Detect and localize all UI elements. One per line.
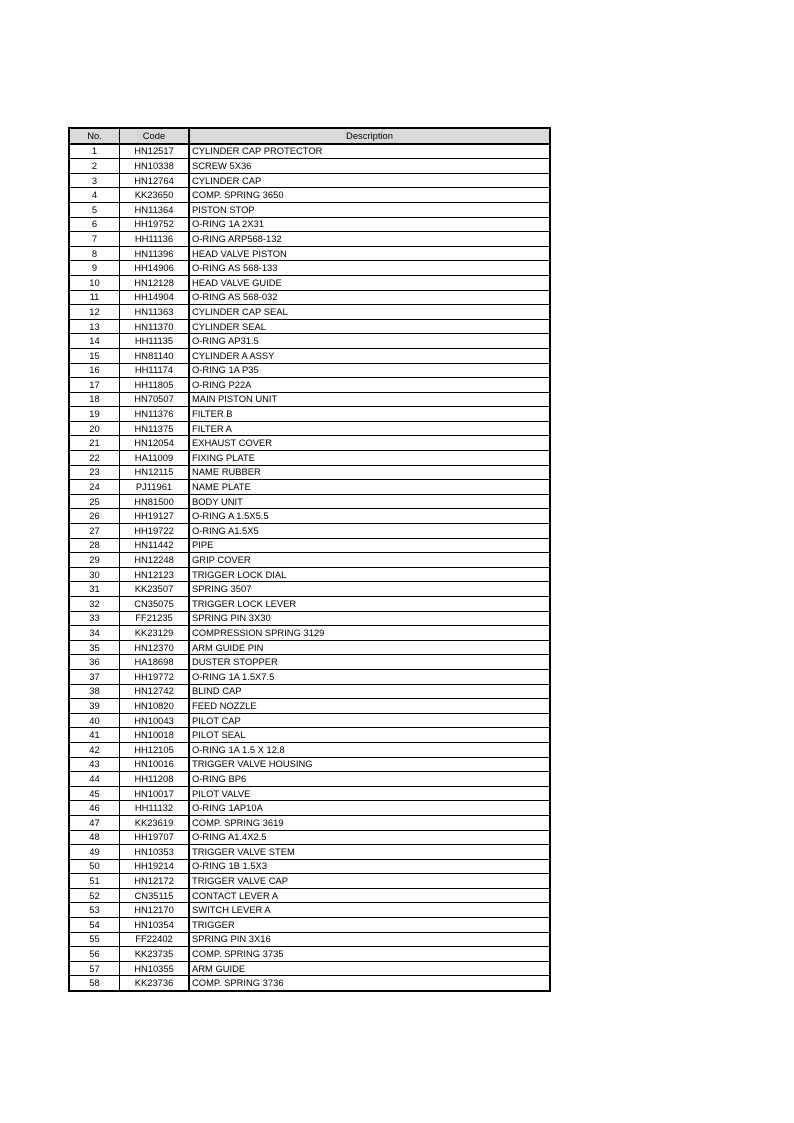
part-number-cell: 25 <box>69 494 120 509</box>
part-code-cell: HN10338 <box>120 159 190 174</box>
part-description-cell: O-RING BP6 <box>189 772 550 787</box>
part-description-cell: TRIGGER VALVE CAP <box>189 874 550 889</box>
part-code-cell: HN10355 <box>120 961 190 976</box>
part-number-cell: 5 <box>69 202 120 217</box>
table-row <box>69 742 550 757</box>
part-description-cell: O-RING 1A P35 <box>189 363 550 378</box>
table-row <box>69 173 550 188</box>
part-description-cell: COMP. SPRING 3650 <box>189 188 550 203</box>
part-description-cell: CYLINDER SEAL <box>189 319 550 334</box>
part-number-cell: 34 <box>69 626 120 641</box>
table-row <box>69 772 550 787</box>
table-row <box>69 509 550 524</box>
part-number-cell: 10 <box>69 275 120 290</box>
table-row <box>69 538 550 553</box>
part-number-cell: 12 <box>69 305 120 320</box>
part-number-cell: 28 <box>69 538 120 553</box>
table-row <box>69 159 550 174</box>
table-row <box>69 859 550 874</box>
part-description-cell: TRIGGER VALVE HOUSING <box>189 757 550 772</box>
part-description-cell: ARM GUIDE <box>189 961 550 976</box>
part-number-cell: 45 <box>69 786 120 801</box>
part-code-cell: HN12172 <box>120 874 190 889</box>
part-description-cell: O-RING A1.5X5 <box>189 524 550 539</box>
part-number-cell: 13 <box>69 319 120 334</box>
part-description-cell: O-RING A1.4X2.5 <box>189 830 550 845</box>
part-number-cell: 14 <box>69 334 120 349</box>
part-code-cell: HH12105 <box>120 742 190 757</box>
part-description-cell: COMP. SPRING 3619 <box>189 815 550 830</box>
part-number-cell: 37 <box>69 669 120 684</box>
header-no: No. <box>69 128 120 144</box>
part-code-cell: HH19127 <box>120 509 190 524</box>
part-description-cell: O-RING A 1.5X5.5 <box>189 509 550 524</box>
part-description-cell: CYLINDER CAP PROTECTOR <box>189 144 550 159</box>
part-description-cell: TRIGGER LOCK LEVER <box>189 597 550 612</box>
table-row <box>69 202 550 217</box>
part-number-cell: 31 <box>69 582 120 597</box>
table-row <box>69 319 550 334</box>
part-number-cell: 18 <box>69 392 120 407</box>
part-description-cell: EXHAUST COVER <box>189 436 550 451</box>
part-code-cell: HN12054 <box>120 436 190 451</box>
table-row <box>69 407 550 422</box>
part-description-cell: PILOT CAP <box>189 713 550 728</box>
part-code-cell: HN12370 <box>120 640 190 655</box>
part-number-cell: 32 <box>69 597 120 612</box>
part-code-cell: HH11132 <box>120 801 190 816</box>
part-number-cell: 47 <box>69 815 120 830</box>
part-description-cell: CYLINDER CAP SEAL <box>189 305 550 320</box>
part-code-cell: HN12128 <box>120 275 190 290</box>
header-code: Code <box>120 128 190 144</box>
table-row <box>69 874 550 889</box>
part-code-cell: KK23507 <box>120 582 190 597</box>
part-number-cell: 58 <box>69 976 120 991</box>
part-code-cell: HN11396 <box>120 246 190 261</box>
part-number-cell: 20 <box>69 421 120 436</box>
part-description-cell: TRIGGER <box>189 918 550 933</box>
part-description-cell: SPRING 3507 <box>189 582 550 597</box>
part-description-cell: O-RING 1A 1.5X7.5 <box>189 669 550 684</box>
table-row <box>69 699 550 714</box>
table-row <box>69 246 550 261</box>
part-code-cell: HN12170 <box>120 903 190 918</box>
part-code-cell: HN11442 <box>120 538 190 553</box>
part-code-cell: HN10354 <box>120 918 190 933</box>
parts-table <box>68 127 551 992</box>
part-description-cell: NAME RUBBER <box>189 465 550 480</box>
part-number-cell: 6 <box>69 217 120 232</box>
part-number-cell: 21 <box>69 436 120 451</box>
part-code-cell: KK23619 <box>120 815 190 830</box>
table-row <box>69 669 550 684</box>
part-code-cell: HA11009 <box>120 451 190 466</box>
part-code-cell: HH19772 <box>120 669 190 684</box>
part-description-cell: BODY UNIT <box>189 494 550 509</box>
part-description-cell: FIXING PLATE <box>189 451 550 466</box>
part-code-cell: HN11375 <box>120 421 190 436</box>
table-row <box>69 553 550 568</box>
table-row <box>69 918 550 933</box>
part-code-cell: HA18698 <box>120 655 190 670</box>
table-row <box>69 275 550 290</box>
part-description-cell: MAIN PISTON UNIT <box>189 392 550 407</box>
part-number-cell: 56 <box>69 947 120 962</box>
part-number-cell: 49 <box>69 845 120 860</box>
part-code-cell: HN10043 <box>120 713 190 728</box>
part-code-cell: HN10353 <box>120 845 190 860</box>
part-description-cell: SCREW 5X36 <box>189 159 550 174</box>
part-number-cell: 8 <box>69 246 120 261</box>
part-description-cell: PILOT VALVE <box>189 786 550 801</box>
part-description-cell: SPRING PIN 3X30 <box>189 611 550 626</box>
part-number-cell: 17 <box>69 378 120 393</box>
part-code-cell: HH11136 <box>120 232 190 247</box>
part-code-cell: HN11363 <box>120 305 190 320</box>
part-description-cell: NAME PLATE <box>189 480 550 495</box>
part-code-cell: PJ11961 <box>120 480 190 495</box>
part-code-cell: CN35075 <box>120 597 190 612</box>
part-code-cell: HN10017 <box>120 786 190 801</box>
part-number-cell: 35 <box>69 640 120 655</box>
table-row <box>69 786 550 801</box>
table-row <box>69 757 550 772</box>
table-row <box>69 567 550 582</box>
part-number-cell: 52 <box>69 888 120 903</box>
part-code-cell: HH19722 <box>120 524 190 539</box>
part-number-cell: 23 <box>69 465 120 480</box>
part-code-cell: HN12115 <box>120 465 190 480</box>
table-row <box>69 888 550 903</box>
part-number-cell: 3 <box>69 173 120 188</box>
parts-table-body <box>69 144 550 991</box>
part-code-cell: HN12764 <box>120 173 190 188</box>
part-number-cell: 48 <box>69 830 120 845</box>
part-code-cell: HH19707 <box>120 830 190 845</box>
table-row <box>69 480 550 495</box>
part-description-cell: CONTACT LEVER A <box>189 888 550 903</box>
part-description-cell: O-RING P22A <box>189 378 550 393</box>
table-row <box>69 626 550 641</box>
part-code-cell: KK23736 <box>120 976 190 991</box>
part-description-cell: HEAD VALVE PISTON <box>189 246 550 261</box>
part-description-cell: FEED NOZZLE <box>189 699 550 714</box>
part-number-cell: 41 <box>69 728 120 743</box>
part-description-cell: FILTER A <box>189 421 550 436</box>
part-number-cell: 7 <box>69 232 120 247</box>
part-code-cell: KK23129 <box>120 626 190 641</box>
part-description-cell: ARM GUIDE PIN <box>189 640 550 655</box>
part-description-cell: DUSTER STOPPER <box>189 655 550 670</box>
part-code-cell: HN81140 <box>120 348 190 363</box>
part-number-cell: 38 <box>69 684 120 699</box>
table-row <box>69 305 550 320</box>
part-number-cell: 26 <box>69 509 120 524</box>
table-row <box>69 217 550 232</box>
table-row <box>69 845 550 860</box>
part-description-cell: O-RING ARP568-132 <box>189 232 550 247</box>
part-code-cell: HN81500 <box>120 494 190 509</box>
part-description-cell: CYLINDER CAP <box>189 173 550 188</box>
part-number-cell: 16 <box>69 363 120 378</box>
table-row <box>69 436 550 451</box>
table-row <box>69 932 550 947</box>
part-description-cell: SPRING PIN 3X16 <box>189 932 550 947</box>
part-code-cell: HN11376 <box>120 407 190 422</box>
part-number-cell: 57 <box>69 961 120 976</box>
part-description-cell: BLIND CAP <box>189 684 550 699</box>
part-number-cell: 53 <box>69 903 120 918</box>
table-row <box>69 713 550 728</box>
table-row <box>69 976 550 991</box>
part-number-cell: 22 <box>69 451 120 466</box>
table-row <box>69 947 550 962</box>
table-row <box>69 144 550 159</box>
part-description-cell: PILOT SEAL <box>189 728 550 743</box>
part-code-cell: HH11174 <box>120 363 190 378</box>
part-code-cell: HH19752 <box>120 217 190 232</box>
table-row <box>69 582 550 597</box>
part-number-cell: 9 <box>69 261 120 276</box>
part-description-cell: O-RING AS 568-032 <box>189 290 550 305</box>
part-code-cell: HH19214 <box>120 859 190 874</box>
header-row <box>69 128 550 144</box>
part-code-cell: KK23735 <box>120 947 190 962</box>
part-description-cell: CYLINDER A ASSY <box>189 348 550 363</box>
part-number-cell: 46 <box>69 801 120 816</box>
table-row <box>69 232 550 247</box>
part-number-cell: 19 <box>69 407 120 422</box>
part-description-cell: TRIGGER LOCK DIAL <box>189 567 550 582</box>
part-number-cell: 44 <box>69 772 120 787</box>
table-row <box>69 961 550 976</box>
table-row <box>69 655 550 670</box>
part-description-cell: O-RING 1B 1.5X3 <box>189 859 550 874</box>
part-number-cell: 39 <box>69 699 120 714</box>
part-number-cell: 51 <box>69 874 120 889</box>
table-row <box>69 290 550 305</box>
part-number-cell: 29 <box>69 553 120 568</box>
part-number-cell: 15 <box>69 348 120 363</box>
part-number-cell: 42 <box>69 742 120 757</box>
table-row <box>69 801 550 816</box>
table-row <box>69 640 550 655</box>
part-code-cell: HN11370 <box>120 319 190 334</box>
part-number-cell: 43 <box>69 757 120 772</box>
table-row <box>69 524 550 539</box>
part-number-cell: 30 <box>69 567 120 582</box>
header-description: Description <box>189 128 550 144</box>
part-code-cell: CN35115 <box>120 888 190 903</box>
part-description-cell: O-RING AP31.5 <box>189 334 550 349</box>
part-number-cell: 50 <box>69 859 120 874</box>
part-number-cell: 11 <box>69 290 120 305</box>
table-row <box>69 363 550 378</box>
part-code-cell: HH14906 <box>120 261 190 276</box>
part-description-cell: COMP. SPRING 3736 <box>189 976 550 991</box>
part-description-cell: COMPRESSION SPRING 3129 <box>189 626 550 641</box>
part-code-cell: KK23650 <box>120 188 190 203</box>
table-row <box>69 378 550 393</box>
part-code-cell: FF22402 <box>120 932 190 947</box>
part-number-cell: 36 <box>69 655 120 670</box>
table-row <box>69 684 550 699</box>
table-row <box>69 334 550 349</box>
table-row <box>69 465 550 480</box>
part-code-cell: FF21235 <box>120 611 190 626</box>
part-code-cell: HN10018 <box>120 728 190 743</box>
part-code-cell: HH14904 <box>120 290 190 305</box>
part-description-cell: SWITCH LEVER A <box>189 903 550 918</box>
part-description-cell: O-RING AS 568-133 <box>189 261 550 276</box>
table-row <box>69 830 550 845</box>
part-description-cell: O-RING 1AP10A <box>189 801 550 816</box>
part-number-cell: 24 <box>69 480 120 495</box>
part-number-cell: 33 <box>69 611 120 626</box>
part-number-cell: 1 <box>69 144 120 159</box>
part-description-cell: GRIP COVER <box>189 553 550 568</box>
part-description-cell: TRIGGER VALVE STEM <box>189 845 550 860</box>
part-code-cell: HH11208 <box>120 772 190 787</box>
table-row <box>69 815 550 830</box>
part-code-cell: HN11364 <box>120 202 190 217</box>
table-row <box>69 494 550 509</box>
table-row <box>69 421 550 436</box>
part-description-cell: COMP. SPRING 3735 <box>189 947 550 962</box>
part-description-cell: O-RING 1A 1.5 X 12.8 <box>189 742 550 757</box>
table-row <box>69 611 550 626</box>
part-code-cell: HN12248 <box>120 553 190 568</box>
part-code-cell: HN10016 <box>120 757 190 772</box>
table-row <box>69 188 550 203</box>
part-number-cell: 55 <box>69 932 120 947</box>
table-row <box>69 451 550 466</box>
part-description-cell: FILTER B <box>189 407 550 422</box>
parts-table-header <box>69 128 550 144</box>
table-row <box>69 392 550 407</box>
part-description-cell: PIPE <box>189 538 550 553</box>
part-number-cell: 2 <box>69 159 120 174</box>
part-code-cell: HN10820 <box>120 699 190 714</box>
part-code-cell: HH11805 <box>120 378 190 393</box>
part-code-cell: HN12123 <box>120 567 190 582</box>
table-row <box>69 903 550 918</box>
part-number-cell: 54 <box>69 918 120 933</box>
part-code-cell: HH11135 <box>120 334 190 349</box>
part-number-cell: 27 <box>69 524 120 539</box>
part-description-cell: PISTON STOP <box>189 202 550 217</box>
part-code-cell: HN12517 <box>120 144 190 159</box>
part-number-cell: 4 <box>69 188 120 203</box>
table-row <box>69 261 550 276</box>
part-description-cell: O-RING 1A 2X31 <box>189 217 550 232</box>
part-code-cell: HN12742 <box>120 684 190 699</box>
part-code-cell: HN70507 <box>120 392 190 407</box>
table-row <box>69 597 550 612</box>
part-description-cell: HEAD VALVE GUIDE <box>189 275 550 290</box>
table-row <box>69 348 550 363</box>
part-number-cell: 40 <box>69 713 120 728</box>
table-row <box>69 728 550 743</box>
